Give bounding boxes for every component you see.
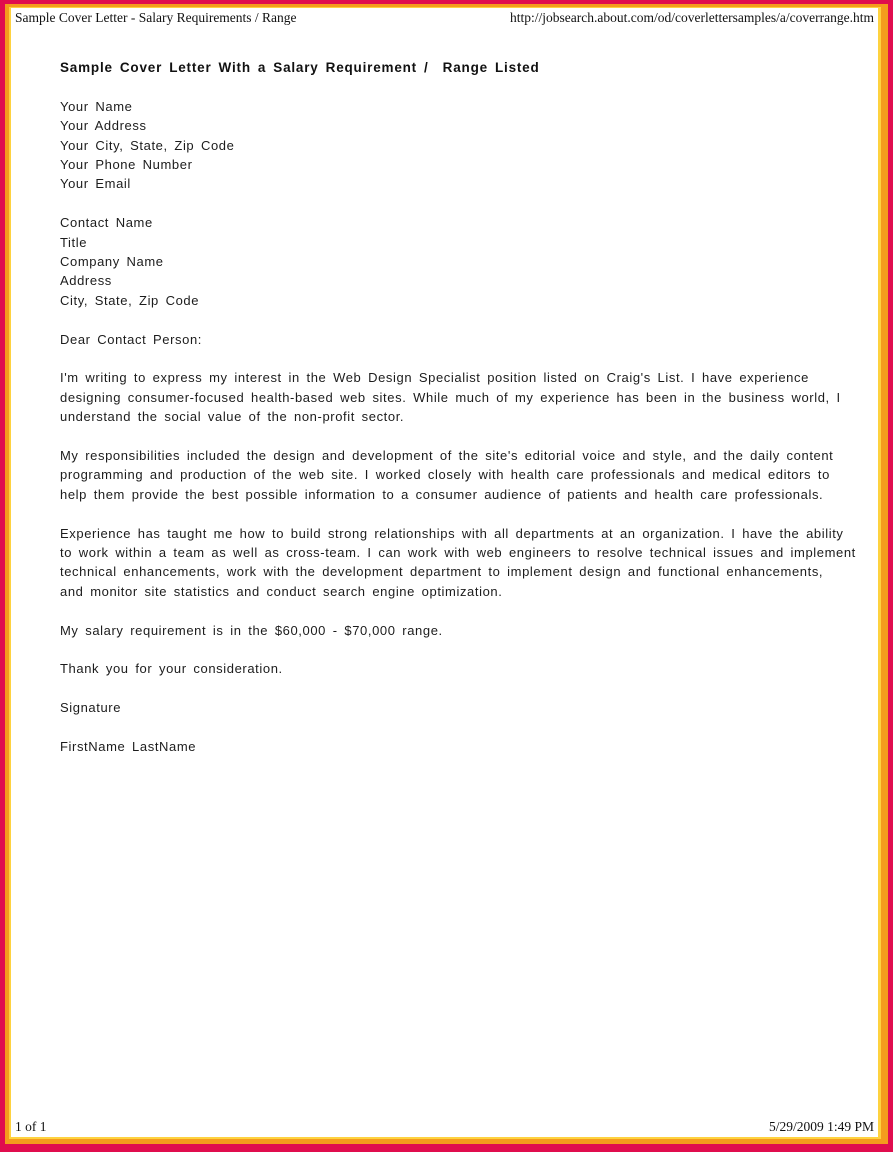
paragraph-1 <box>60 368 858 426</box>
cover-letter <box>60 58 858 756</box>
recipient-line: Company Name <box>60 254 164 270</box>
print-footer-page-number: 1 of 1 <box>15 1119 47 1134</box>
recipient-line: City, State, Zip Code <box>60 292 200 308</box>
salutation: Dear Contact Person: <box>60 331 203 347</box>
paragraph-3 <box>60 524 858 602</box>
paragraph-line: I'm writing to express my interest in the Web Design Specialist position listed on Craig's List. I have experience <box>60 370 809 386</box>
sender-line: Your Email <box>60 176 131 192</box>
sender-block <box>60 97 858 194</box>
salary-line: My salary requirement is in the $60,000 - $70,000 range. <box>60 622 443 638</box>
paragraph-line: My responsibilities included the design and development of the site's editorial voice and style, and the daily content <box>60 448 834 464</box>
paragraph-line: designing consumer-focused health-based web sites. While much of my experience has been in the business world, I <box>60 389 841 405</box>
print-header-title: Sample Cover Letter - Salary Requirements / Range <box>15 10 297 25</box>
print-footer <box>11 1119 878 1135</box>
print-header <box>11 10 878 26</box>
recipient-line: Title <box>60 234 88 250</box>
print-footer-datetime: 5/29/2009 1:49 PM <box>768 1119 874 1134</box>
thanks-line: Thank you for your consideration. <box>60 661 283 677</box>
paragraph-line: and monitor site statistics and conduct search engine optimization. <box>60 583 503 599</box>
recipient-line: Address <box>60 273 112 289</box>
sender-line: Your City, State, Zip Code <box>60 137 235 153</box>
paragraph-line: to work within a team as well as cross-team. I can work with web engineers to resolve technical issues and implement <box>60 545 856 561</box>
recipient-block <box>60 213 858 310</box>
paragraph-2 <box>60 446 858 504</box>
paragraph-line: understand the social value of the non-profit sector. <box>60 409 405 425</box>
sender-line: Your Name <box>60 98 133 114</box>
letter-heading: Sample Cover Letter With a Salary Requirement / Range Listed <box>60 60 540 75</box>
sender-line: Your Address <box>60 118 147 134</box>
signed-name: FirstName LastName <box>60 739 197 755</box>
print-header-url: http://jobsearch.about.com/od/coverlettersamples/a/coverrange.htm <box>510 10 874 25</box>
paragraph-line: help them provide the best possible information to a consumer audience of patients and health care professionals. <box>60 486 824 502</box>
recipient-line: Contact Name <box>60 215 153 231</box>
paragraph-line: Experience has taught me how to build strong relationships with all departments at an organization. I have the ability <box>60 525 844 541</box>
paragraph-line: technical enhancements, work with the development department to implement design and functional enhancements, <box>60 564 824 580</box>
paper-area <box>11 8 878 1137</box>
signature-label: Signature <box>60 700 122 716</box>
paragraph-line: programming and production of the web site. I worked closely with health care professionals and medical editors to <box>60 467 830 483</box>
sender-line: Your Phone Number <box>60 157 193 173</box>
